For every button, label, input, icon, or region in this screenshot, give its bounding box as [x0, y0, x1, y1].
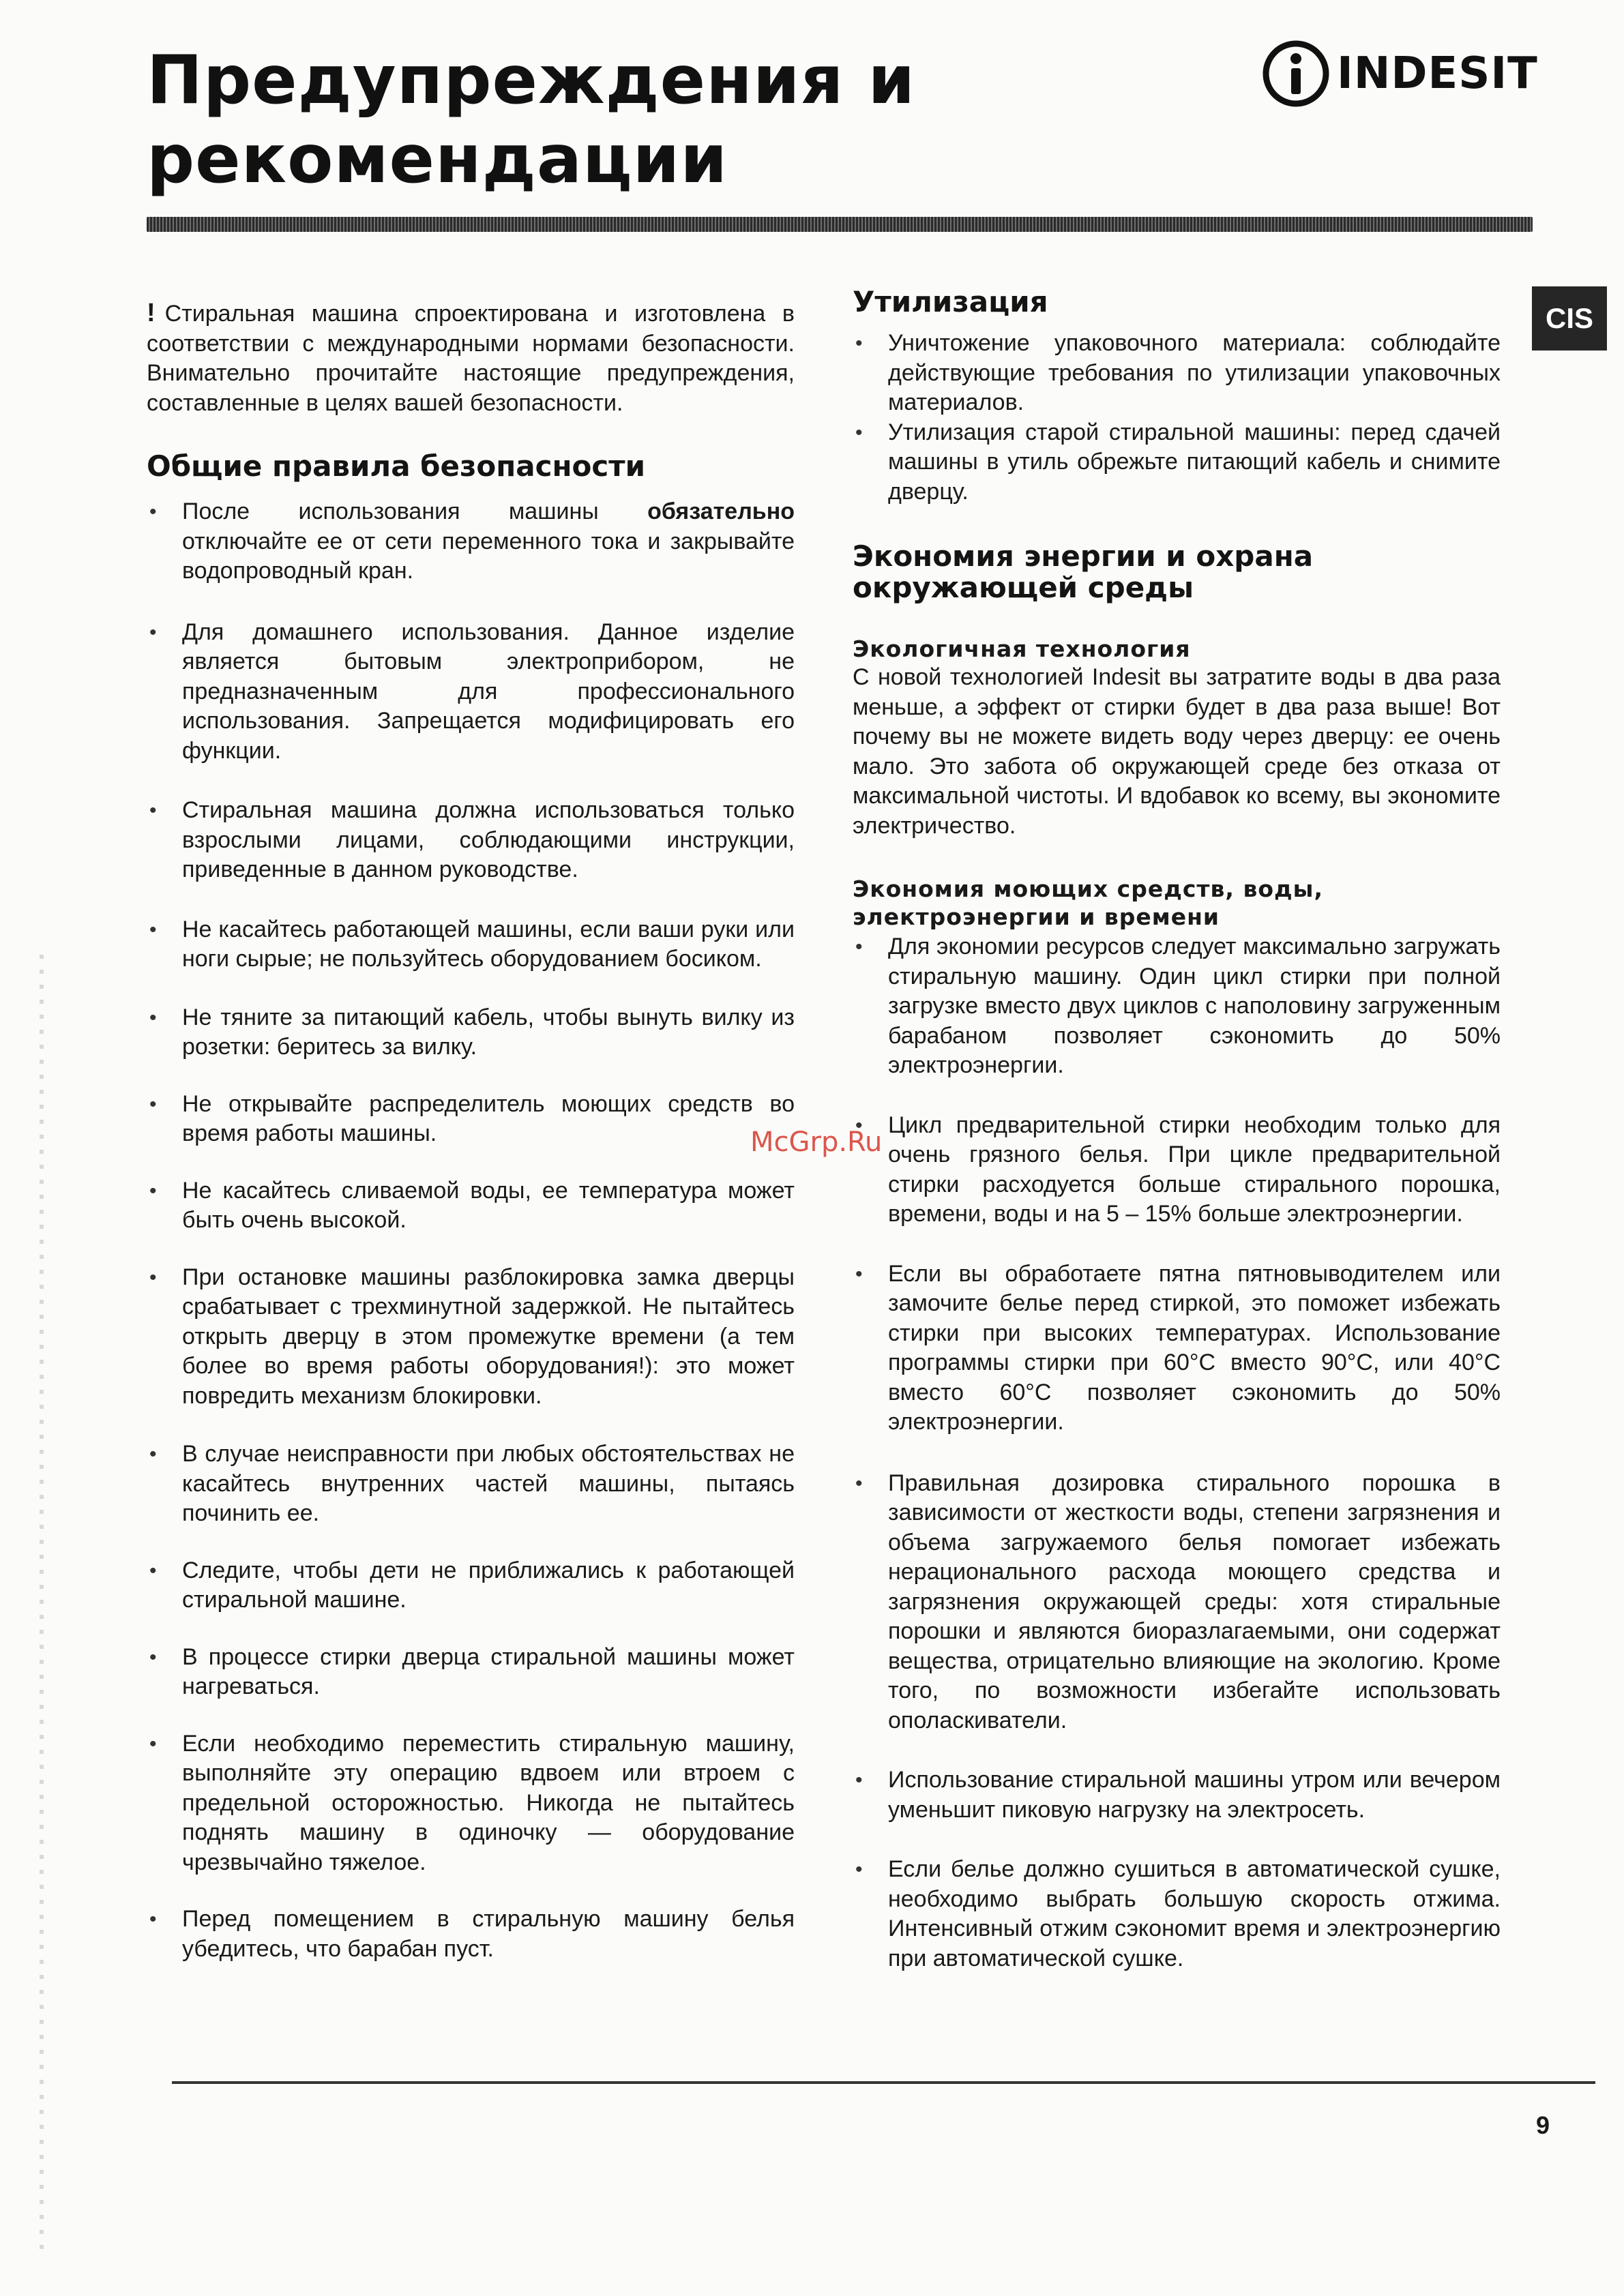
economy-heading-line1: Экономия энергии и охрана	[853, 539, 1314, 573]
safety-list	[147, 497, 795, 1964]
economy-heading	[853, 541, 1501, 603]
savings-heading: Экономия моющих средств, воды, электроэнергии и времени	[853, 876, 1324, 930]
page-title	[147, 41, 1033, 199]
safety-item-emphasis: обязательно	[647, 498, 795, 524]
safety-item: • Не тяните за питающий кабель, чтобы вынуть вилку из розетки: беритесь за вилку.	[147, 1003, 795, 1062]
savings-list	[853, 932, 1501, 1973]
disposal-heading: Утилизация	[853, 285, 1048, 318]
economy-heading-line2: окружающей среды	[853, 571, 1194, 604]
safety-item: • Не открывайте распределитель моющих средств во время работы машины.	[147, 1090, 795, 1149]
safety-item-text: После использования машины	[182, 498, 648, 524]
warning-icon: !	[147, 299, 156, 327]
intro-paragraph	[147, 299, 795, 418]
brand-name: INDESIT	[1337, 48, 1538, 99]
indesit-i-logo-icon	[1260, 38, 1331, 109]
left-column	[147, 299, 795, 1964]
savings-item: • Для экономии ресурсов следует максимально загружать стиральную машину. Один цикл стирки при полной загрузке вместо двух циклов с наполовину загруженным барабаном позволяет сэкономить до 50% электроэнергии.	[853, 932, 1501, 1081]
safety-item: • Стиральная машина должна использоваться только взрослыми лицами, соблюдающими инструкции, приведенные в данном руководстве.	[147, 796, 795, 885]
eco-technology-text: С новой технологией Indesit вы затратите воды в два раза меньше, а эффект от стирки будет в два раза выше! Вот почему вы не можете видеть воду через дверцу: ее очень мало. Это забота об окружающей среде без отказа от максимальной чистоты. И вдобавок ко всему, вы экономите электричество.	[853, 664, 1501, 839]
footer-divider	[172, 2081, 1595, 2084]
savings-item: • Использование стиральной машины утром или вечером уменьшит пиковую нагрузку на электросеть.	[853, 1765, 1501, 1825]
disposal-list	[853, 329, 1501, 507]
safety-item	[147, 497, 795, 586]
safety-item: • Если необходимо переместить стиральную машину, выполняйте эту операцию вдвоем или втроем с предельной осторожностью. Никогда не пытайтесь поднять машину в одиночку — оборудование чрезвычайно тяжелое.	[147, 1729, 795, 1878]
safety-item-text: отключайте ее от сети переменного тока и закрывайте водопроводный кран.	[182, 528, 795, 584]
safety-item: • Не касайтесь работающей машины, если ваши руки или ноги сырые; не пользуйтесь оборудованием босиком.	[147, 915, 795, 974]
eco-technology-heading: Экологичная технология	[853, 636, 1191, 662]
safety-item: • Перед помещением в стиральную машину белья убедитесь, что барабан пуст.	[147, 1905, 795, 1964]
safety-item: • В случае неисправности при любых обстоятельствах не касайтесь внутренних частей машины, пытаясь починить ее.	[147, 1440, 795, 1529]
safety-item: • В процессе стирки дверца стиральной машины может нагреваться.	[147, 1643, 795, 1702]
safety-item: • Следите, чтобы дети не приближались к работающей стиральной машине.	[147, 1556, 795, 1615]
safety-item: • Не касайтесь сливаемой воды, ее температура может быть очень высокой.	[147, 1176, 795, 1236]
page-number: 9	[1536, 2111, 1550, 2139]
region-tab: CIS	[1532, 286, 1607, 351]
page-title-line1: Предупреждения и	[147, 42, 916, 119]
disposal-item: • Утилизация старой стиральной машины: перед сдачей машины в утиль обрежьте питающий кабель и снимите дверцу.	[853, 418, 1501, 507]
savings-item: • Если вы обработаете пятна пятновыводителем или замочите белье перед стиркой, это поможет избежать стирки при высоких температурах. Использование программы стирки при 60°C вместо 90°C, или 40°C вместо 60°C позволяет сэкономить до 50% электроэнергии.	[853, 1259, 1501, 1437]
savings-item: • Цикл предварительной стирки необходим только для очень грязного белья. При цикле предварительной стирки расходуется больше стирального порошка, времени, воды и на 5 – 15% больше электроэнергии.	[853, 1111, 1501, 1229]
safety-item: • Для домашнего использования. Данное изделие является бытовым электроприбором, не предназначенным для профессионального использования. Запрещается модифицировать его функции.	[147, 618, 795, 766]
disposal-item: • Уничтожение упаковочного материала: соблюдайте действующие требования по утилизации упаковочных материалов.	[853, 329, 1501, 418]
savings-item: • Правильная дозировка стирального порошка в зависимости от жесткости воды, степени загрязнения и объема загружаемого белья помогает избежать нерационального расхода моющего средства и загрязнения окружающей среды: хотя стиральные порошки и являются биоразлагаемыми, они содержат вещества, отрицательно влияющие на экологию. Кроме того, по возможности избегайте использовать ополаскиватели.	[853, 1469, 1501, 1736]
right-column	[853, 285, 1501, 1973]
header-divider	[147, 217, 1533, 232]
scan-edge-artifact	[40, 955, 44, 2250]
intro-text: Стиральная машина спроектирована и изготовлена в соответствии с международными нормами безопасности. Внимательно прочитайте настоящие предупреждения, составленные в целях вашей безопасности.	[147, 301, 795, 416]
brand-logo	[1260, 38, 1538, 109]
safety-heading: Общие правила безопасности	[147, 449, 646, 483]
safety-item: • При остановке машины разблокировка замка дверцы срабатывает с трехминутной задержкой. Не пытайтесь открыть дверцу в этом промежутке времени (а тем более во время работы оборудования!): это может повредить механизм блокировки.	[147, 1263, 795, 1412]
savings-item: • Если белье должно сушиться в автоматической сушке, необходимо выбрать большую скорость отжима. Интенсивный отжим сэкономит время и электроэнергию при автоматической сушке.	[853, 1855, 1501, 1973]
page-title-line2: рекомендации	[147, 121, 728, 198]
watermark-text: McGrp.Ru	[750, 1127, 883, 1158]
